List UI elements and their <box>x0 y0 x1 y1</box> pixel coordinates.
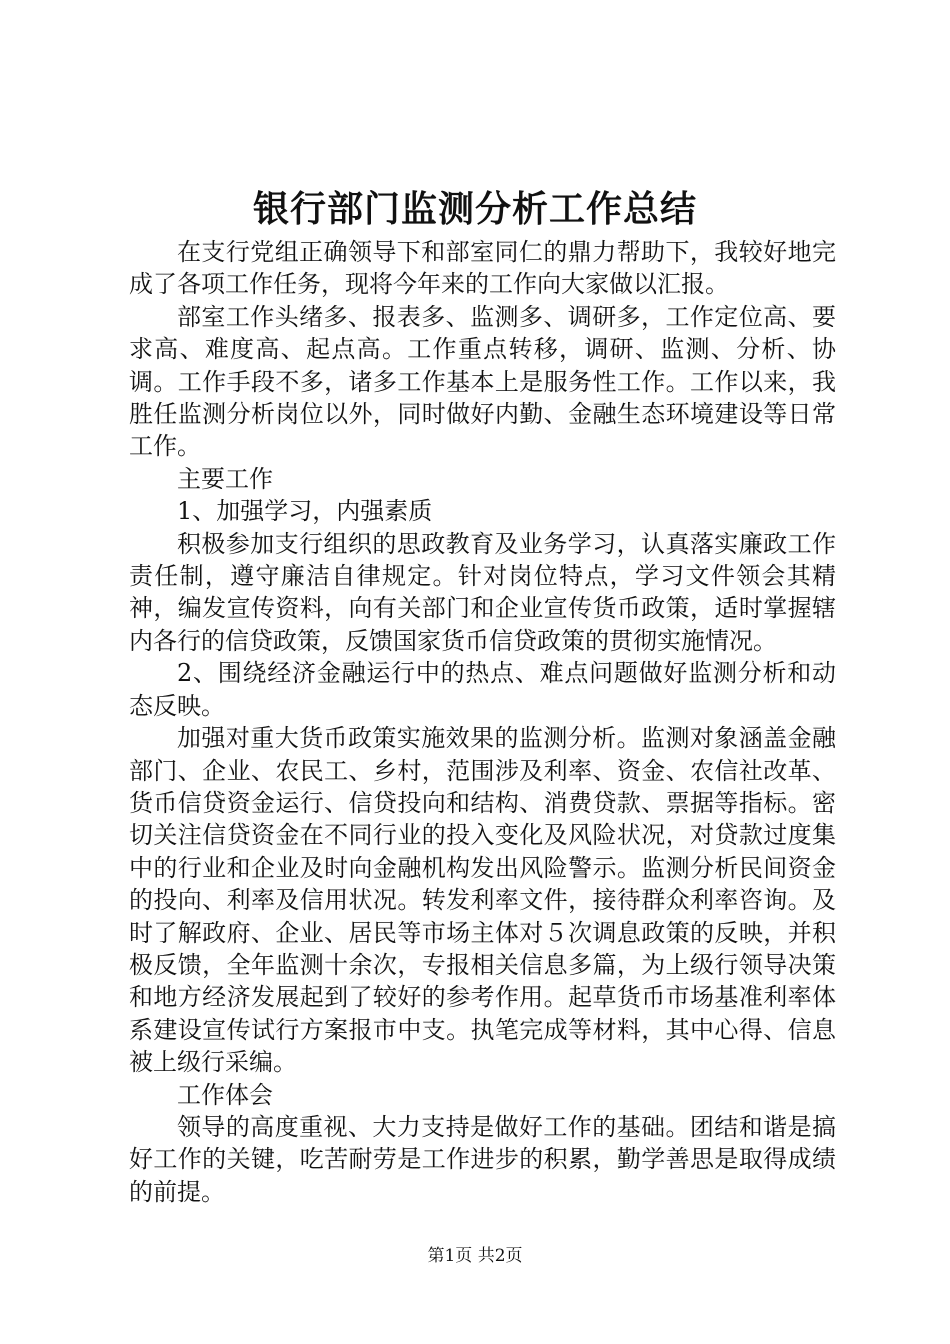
paragraph-study: 积极参加支行组织的思政教育及业务学习，认真落实廉政工作责任制，遵守廉洁自律规定。针对岗位特点，学习文件领会其精神，编发宣传资料，向有关部门和企业宣传货币政策，适时掌握辖内各行的信贷政策，反馈国家货币信贷政策的贯彻实施情况。 <box>129 529 836 655</box>
section-heading-main-work: 主要工作 <box>177 464 273 493</box>
paragraph-monitoring: 加强对重大货币政策实施效果的监测分析。监测对象涵盖金融部门、企业、农民工、乡村，范围涉及利率、资金、农信社改革、货币信贷资金运行、信贷投向和结构、消费贷款、票据等指标。密切关注信贷资金在不同行业的投入变化及风险状况，对贷款过度集中的行业和企业及时向金融机构发出风险警示。监测分析民间资金的投向、利率及信用状况。转发利率文件，接待群众利率咨询。及时了解政府、企业、居民等市场主体对５次调息政策的反映，并积极反馈，全年监测十余次，专报相关信息多篇，为上级行领导决策和地方经济发展起到了较好的参考作用。起草货币市场基准利率体系建设宣传试行方案报市中支。执笔完成等材料，其中心得、信息被上级行采编。 <box>129 724 836 1077</box>
paragraph-overview: 部室工作头绪多、报表多、监测多、调研多，工作定位高、要求高、难度高、起点高。工作重点转移，调研、监测、分析、协调。工作手段不多，诸多工作基本上是服务性工作。工作以来，我胜任监测分析岗位以外，同时做好内勤、金融生态环境建设等日常工作。 <box>129 302 836 461</box>
document-title: 银行部门监测分析工作总结 <box>252 188 697 230</box>
document-body <box>129 236 836 1208</box>
subheading-study: 1、加强学习，内强素质 <box>177 497 433 526</box>
paragraph-intro: 在支行党组正确领导下和部室同仁的鼎力帮助下，我较好地完成了各项工作任务，现将今年来的工作向大家做以汇报。 <box>129 238 836 299</box>
page-footer: 第1页 共2页 <box>427 1246 523 1266</box>
paragraph-experience: 领导的高度重视、大力支持是做好工作的基础。团结和谐是搞好工作的关键，吃苦耐劳是工作进步的积累，勤学善思是取得成绩的前提。 <box>129 1112 836 1206</box>
subheading-monitoring: 2、围绕经济金融运行中的热点、难点问题做好监测分析和动态反映。 <box>129 659 836 720</box>
section-heading-experience: 工作体会 <box>177 1080 273 1109</box>
